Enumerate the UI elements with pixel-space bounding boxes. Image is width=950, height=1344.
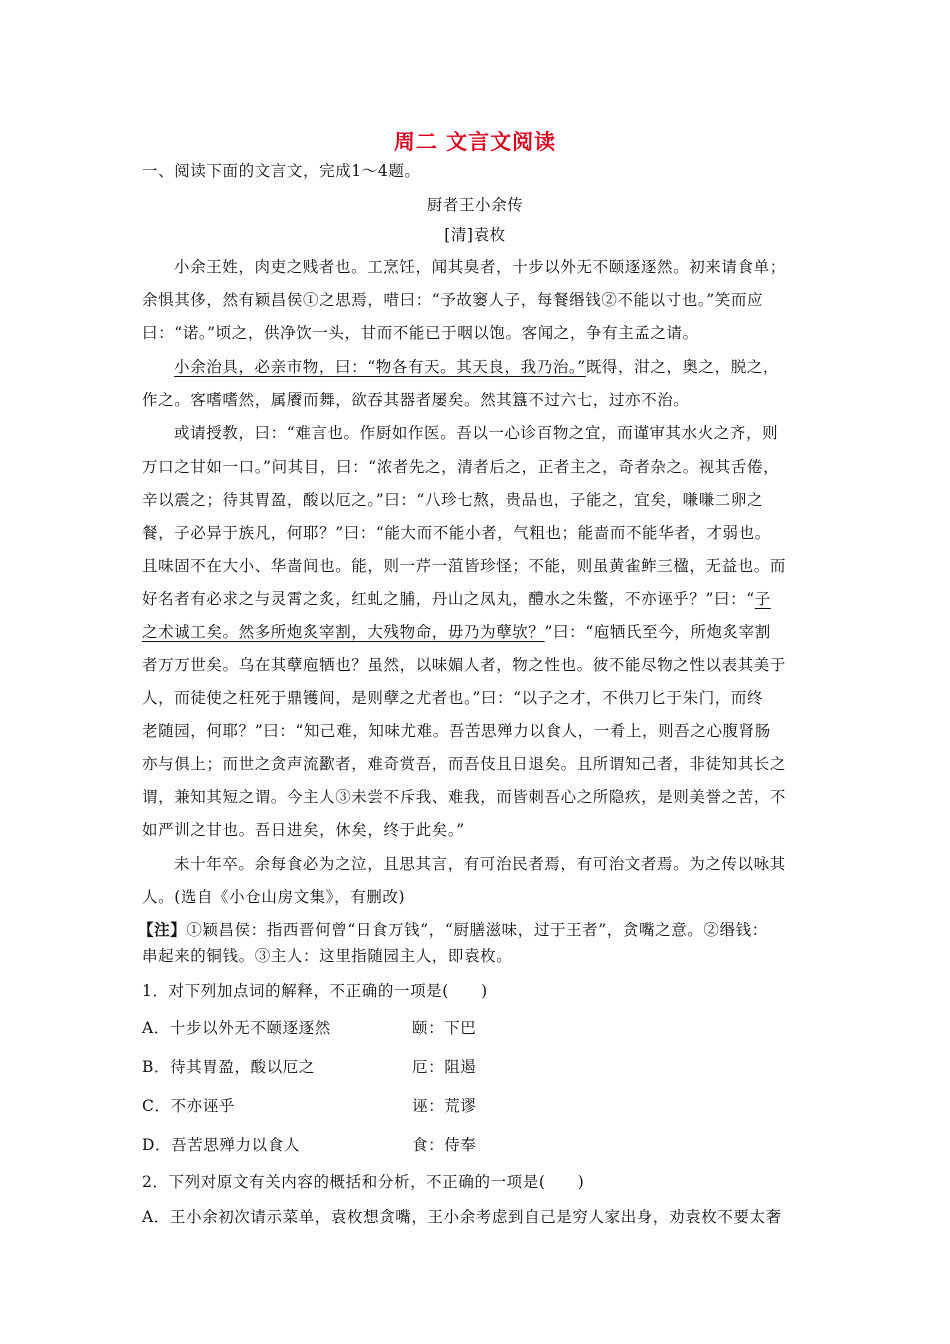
paragraph-line: [142, 621, 822, 643]
question-option[interactable]: [142, 1095, 822, 1117]
note-text: ①颖昌侯：指西晋何曾“日食万钱”，“厨膳滋味，过于王者”，贪嘴之意。②缗钱：: [186, 921, 768, 939]
question-option[interactable]: A．王小余初次请示菜单，袁枚想贪嘴，王小余考虑到自己是穷人家出身，劝袁枚不要太奢: [142, 1208, 782, 1226]
paragraph-line: 且味固不在大小、华啬间也。能，则一芹一菹皆珍怪；不能，则虽黄雀鲊三楹，无益也。而: [142, 557, 787, 575]
option-text: B．待其胃盈，酸以厄之: [142, 1058, 315, 1076]
underlined-sentence: 小余治具，必亲市物，曰：“物各有天。其天良，我乃治。”: [174, 358, 586, 376]
question-option[interactable]: [142, 1134, 822, 1156]
note-line: 串起来的铜钱。③主人：这里指随园主人，即袁枚。: [142, 947, 513, 965]
paragraph-line: [142, 356, 854, 378]
text-span: ”曰：“庖牺氏至今，所炮炙宰割: [544, 623, 771, 641]
underlined-sentence: 之术诚工矣。然多所炮炙宰割，大残物命，毋乃为孽欤？: [142, 623, 545, 641]
passage-author: [清]袁枚: [444, 226, 506, 244]
paragraph-line: 万口之甘如一口。”问其目，曰：“浓者先之，清者后之，正者主之，奇者杂之。视其舌倦，: [142, 458, 780, 476]
paragraph-line: 人。(选自《小仓山房文集》，有删改): [142, 888, 406, 906]
note-line: [138, 919, 818, 941]
paragraph-line: 未十年卒。余每食必为之泣，且思其言，有可治民者焉，有可治文者焉。为之传以咏其: [174, 855, 786, 873]
paragraph-line: 人，而徒使之枉死于鼎镬间，是则孽之尤者也。”曰：“以子之才，不供刀匕于朱门，而终: [142, 689, 764, 707]
option-gloss: 厄：阻遏: [412, 1058, 477, 1076]
instruction: 一、阅读下面的文言文，完成1～4题。: [142, 162, 421, 180]
paragraph-line: 亦与俱上；而世之贪声流歠者，难奇赏吾，而吾伎且日退矣。且所谓知己者，非徒知其长之: [142, 755, 787, 773]
question-option[interactable]: [142, 1017, 822, 1039]
question-stem: 2．下列对原文有关内容的概括和分析，不正确的一项是( ): [142, 1173, 585, 1191]
option-text: D．吾苦思殚力以食人: [142, 1136, 300, 1154]
text-span: 好名者有必求之与灵霄之炙，红虬之脯，丹山之凤丸，醴水之朱鳖，不亦诬乎？”曰：“: [142, 590, 755, 608]
paragraph-line: 作之。客嗜嗜然，属餍而舞，欲吞其器者屡矣。然其簋不过六七，过亦不治。: [142, 391, 690, 409]
option-gloss: 食：侍奉: [412, 1136, 477, 1154]
text-span: 既得，泔之，奥之，脱之，: [585, 358, 780, 376]
paragraph-line: 小余王姓，肉吏之贱者也。工烹饪，闻其臭者，十步以外无不颐逐逐然。初来请食单；: [174, 258, 786, 276]
paragraph-line: 者万万世矣。乌在其孽庖牺也？虽然，以味媚人者，物之性也。彼不能尽物之性以表其美于: [142, 656, 787, 674]
paragraph-line: 谓，兼知其短之谓。今主人③未尝不斥我、难我，而皆刺吾心之所隐疚，是则美誉之苦，不: [142, 788, 787, 806]
paragraph-line: 或请授教，曰：“难言也。作厨如作医。吾以一心诊百物之宜，而谨审其水火之齐，则: [174, 424, 779, 442]
paragraph-line: 老随园，何耶？”曰：“知己难，知味尤难。吾苦思殚力以食人，一肴上，则吾之心腹肾肠: [142, 722, 771, 740]
page-title: 周二 文言文阅读: [393, 130, 557, 154]
option-gloss: 诬：荒谬: [412, 1097, 477, 1115]
paragraph-line: [142, 588, 822, 610]
paragraph-line: 曰：“诺。”顷之，供净饮一头，甘而不能已于咽以饱。客闻之，争有主孟之请。: [142, 324, 699, 342]
paragraph-line: 余惧其侈，然有颖昌侯①之思焉，唶曰：“予故窭人子，每餐缗钱②不能以寸也。”笑而应: [142, 291, 764, 309]
note-tag: 【注】: [138, 920, 187, 939]
paragraph-line: 餐，子必异于族凡，何耶？”曰：“能大而不能小者，气粗也；能啬而不能华者，才弱也。: [142, 524, 771, 542]
option-text: C．不亦诬乎: [142, 1097, 235, 1115]
option-text: A．十步以外无不颐逐逐然: [142, 1019, 331, 1037]
paragraph-line: 辛以震之；待其胃盈，酸以厄之。”曰：“八珍七熬，贵品也，子能之，宜矣，嗛嗛二卵之: [142, 491, 764, 509]
paragraph-line: 如严训之甘也。吾日进矣，休矣，终于此矣。”: [142, 821, 465, 839]
question-option[interactable]: [142, 1056, 822, 1078]
question-stem: 1．对下列加点词的解释，不正确的一项是( ): [142, 982, 488, 1000]
underlined-sentence: 子: [754, 590, 771, 608]
option-gloss: 颐：下巴: [412, 1019, 477, 1037]
passage-title: 厨者王小余传: [426, 196, 524, 214]
